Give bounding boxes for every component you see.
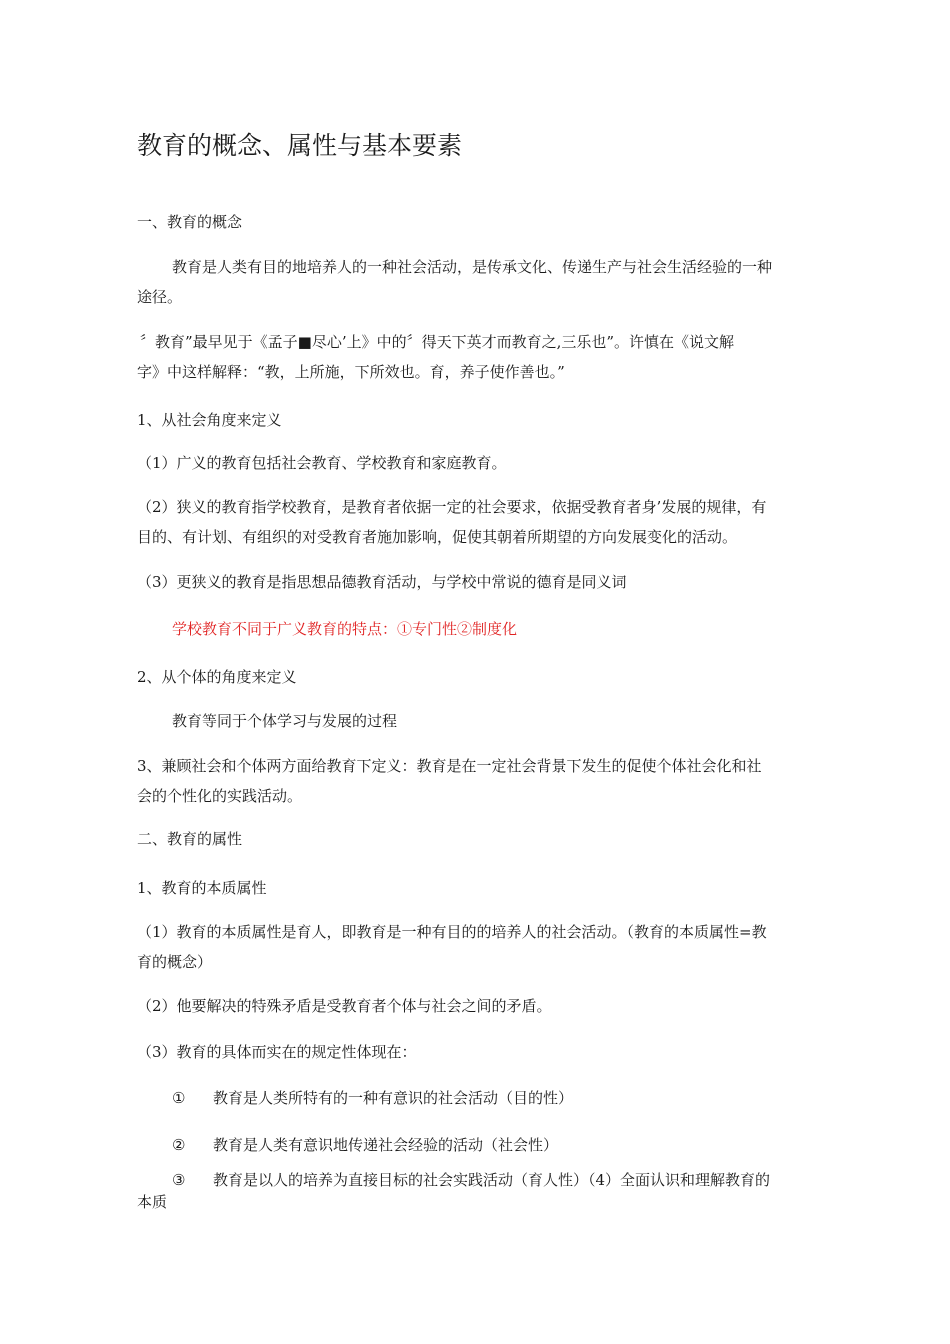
bullet-text-social: 教育是人类有意识地传递社会经验的活动（社会性） [213, 1136, 559, 1154]
paragraph-origin-line1: 〞教育”最早见于《孟子■尽心’上》中的〞得天下英才而教育之,三乐也”。许慎在《说文解 [140, 333, 735, 351]
section-heading-attributes: 二、教育的属性 [137, 830, 243, 848]
section-heading-concept: 一、教育的概念 [137, 213, 243, 231]
bullet-marker-2: ② [172, 1136, 186, 1154]
paragraph-origin-line2: 字》中这样解释：“教，上所施，下所效也。育，养子使作善也。” [137, 363, 565, 381]
list-item-broad-education: （1）广义的教育包括社会教育、学校教育和家庭教育。 [137, 454, 507, 472]
subheading-individual-definition: 2、从个体的角度来定义 [137, 668, 297, 686]
list-item-essence-line2: 育的概念） [137, 953, 213, 971]
list-item-contradiction: （2）他要解决的特殊矛盾是受教育者个体与社会之间的矛盾。 [137, 997, 552, 1015]
subheading-essential-attribute: 1、教育的本质属性 [137, 879, 267, 897]
paragraph-individual-process: 教育等同于个体学习与发展的过程 [172, 712, 398, 730]
bullet-marker-3: ③ [172, 1171, 186, 1189]
subheading-combined-definition-line1: 3、兼顾社会和个体两方面给教育下定义：教育是在一定社会背景下发生的促使个体社会化和社 [137, 757, 762, 775]
list-item-narrower-education: （3）更狭义的教育是指思想品德教育活动，与学校中常说的德育是同义词 [137, 573, 627, 591]
list-item-narrow-education-line2: 目的、有计划、有组织的对受教育者施加影响，促使其朝着所期望的方向发展变化的活动。 [137, 528, 738, 546]
bullet-marker-1: ① [172, 1089, 186, 1107]
list-item-narrow-education-line1: （2）狭义的教育指学校教育，是教育者依据一定的社会要求，依据受教育者身’发展的规律，有 [137, 498, 767, 516]
page-title: 教育的概念、属性与基本要素 [137, 131, 463, 160]
highlight-note: 学校教育不同于广义教育的特点：①专门性②制度化 [172, 620, 518, 638]
bullet-text-nurturing-line2: 本质 [137, 1193, 168, 1211]
list-item-specific-provisions: （3）教育的具体而实在的规定性体现在： [137, 1043, 417, 1061]
bullet-text-nurturing: 教育是以人的培养为直接目标的社会实践活动（育人性）（4）全面认识和理解教育的 [213, 1171, 771, 1189]
paragraph-definition-line1: 教育是人类有目的地培养人的一种社会活动，是传承文化、传递生产与社会生活经验的一种 [172, 258, 773, 276]
subheading-social-definition: 1、从社会角度来定义 [137, 411, 282, 429]
bullet-text-purposeful: 教育是人类所特有的一种有意识的社会活动（目的性） [213, 1089, 574, 1107]
paragraph-definition-line2: 途径。 [137, 288, 183, 306]
list-item-essence-line1: （1）教育的本质属性是育人，即教育是一种有目的的培养人的社会活动。（教育的本质属性=教 [137, 923, 767, 941]
subheading-combined-definition-line2: 会的个性化的实践活动。 [137, 787, 303, 805]
